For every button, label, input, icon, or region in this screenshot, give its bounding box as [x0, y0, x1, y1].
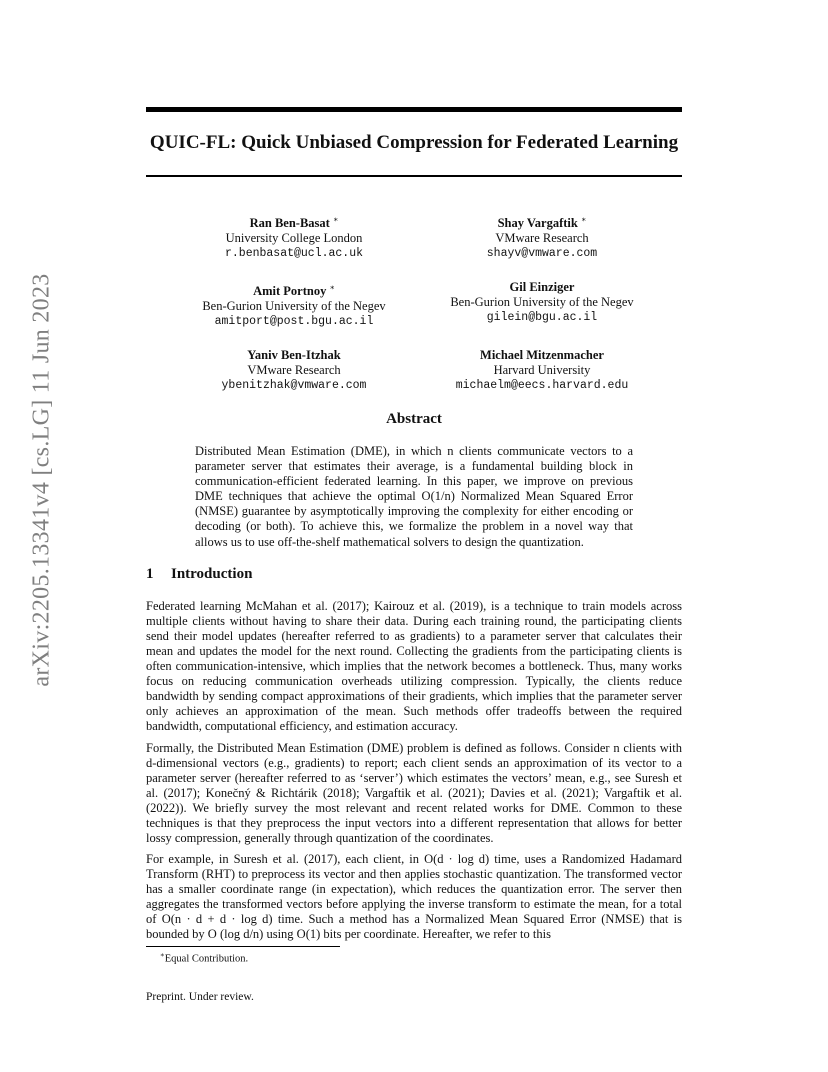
section-heading	[146, 566, 252, 583]
footnote-rule	[146, 946, 340, 947]
title-rule-bottom	[146, 175, 682, 177]
author-block	[180, 348, 408, 393]
author-block	[180, 280, 408, 329]
author-email[interactable]: shayv@vmware.com	[486, 247, 598, 261]
equal-contribution-mark: ∗	[580, 215, 587, 224]
abstract-text: Distributed Mean Estimation (DME), in which n clients communicate vectors to a parameter server that estimates their average, is a fundamental building block in communication-efficient federated learning. In this paper, we improve on previous DME techniques that achieve the optimal O(1/n) Normalized Mean Squared Error (NMSE) guarantee by asymptotically improving the complexity for either encoding or decoding (or both). To achieve this, we formalize the problem in a novel way that allows us to use off-the-shelf mathematical solvers to design the quantization.	[195, 444, 633, 549]
author-block	[428, 280, 656, 325]
equal-contribution-mark: ∗	[332, 215, 339, 224]
footnote-text: Equal Contribution.	[164, 953, 249, 965]
author-email[interactable]: gilein@bgu.ac.il	[486, 311, 598, 324]
author-affiliation: VMware Research	[495, 231, 589, 246]
author-name: Gil Einziger	[509, 280, 575, 294]
section-title: Introduction	[171, 566, 253, 582]
paragraph: Federated learning McMahan et al. (2017); Kairouz et al. (2019), is a technique to train models across multiple clients without having to share their data. During each training round, the participating clients send their model updates (hereafter referred to as gradients) to a parameter server that calculates their mean and updates the model for the next round. Collecting the gradients from the participating clients is often communication-intensive, which implies that the network becomes a bottleneck. Thus, many works focus on reducing communication overheads utilizing compression. Typically, the clients reduce bandwidth by sending compact approximations of their gradients, which implies that the parameter server only achieves an approximation of the mean. Such methods offer tradeoffs between the required bandwidth, computational efficiency, and estimation accuracy.	[146, 599, 682, 733]
author-email[interactable]: amitport@post.bgu.ac.il	[214, 315, 374, 329]
paragraph: For example, in Suresh et al. (2017), each client, in O(d · log d) time, uses a Randomized Hadamard Transform (RHT) to preprocess its vector and then applies stochastic quantization. The transformed vector has a smaller coordinate range (in expectation), which reduces the quantization error. The server then aggregates the transformed vectors before applying the inverse transform to estimate the mean, for a total of O(n · d + d · log d) time. Such a method has a Normalized Mean Squared Error (NMSE) that is bounded by O (log d/n) using O(1) bits per coordinate. Hereafter, we refer to this	[146, 852, 682, 941]
author-block	[428, 348, 656, 393]
author-affiliation: Ben-Gurion University of the Negev	[450, 295, 634, 309]
author-email[interactable]: r.benbasat@ucl.ac.uk	[224, 247, 364, 261]
footnote	[160, 951, 248, 965]
author-affiliation: Harvard University	[493, 363, 591, 377]
author-name: Amit Portnoy	[253, 284, 327, 299]
paper-title: QUIC-FL: Quick Unbiased Compression for Federated Learning	[149, 132, 679, 153]
author-affiliation: Ben-Gurion University of the Negev	[202, 299, 386, 314]
arxiv-stamp: arXiv:2205.13341v4 [cs.LG] 11 Jun 2023	[28, 273, 55, 687]
title-rule-top	[146, 107, 682, 112]
author-email[interactable]: michaelm@eecs.harvard.edu	[455, 379, 629, 392]
author-name: Yaniv Ben-Itzhak	[247, 348, 341, 362]
author-name: Michael Mitzenmacher	[480, 348, 604, 362]
author-name: Ran Ben-Basat	[249, 216, 330, 231]
author-block	[428, 212, 656, 261]
author-affiliation: VMware Research	[247, 363, 341, 377]
preprint-note: Preprint. Under review.	[146, 991, 254, 1003]
author-email[interactable]: ybenitzhak@vmware.com	[221, 379, 367, 392]
author-name: Shay Vargaftik	[497, 216, 578, 231]
section-number: 1	[146, 566, 154, 582]
equal-contribution-mark: ∗	[329, 283, 335, 292]
footnote-mark: ∗	[160, 951, 165, 959]
author-block	[180, 212, 408, 261]
abstract-heading: Abstract	[386, 411, 442, 427]
author-affiliation: University College London	[225, 231, 363, 246]
paragraph: Formally, the Distributed Mean Estimation (DME) problem is defined as follows. Consider n clients with d-dimensional vectors (e.g., gradients) to report; each client sends an approximation of its vector to a parameter server (hereafter referred to as ‘server’) which estimates the vectors’ mean, e.g., see Suresh et al. (2017); Konečný & Richtárik (2018); Vargaftik et al. (2021); Davies et al. (2021); Vargaftik et al. (2022)). We briefly survey the most relevant and recent related works for DME. Common to these techniques is that they preprocess the input vectors into a different representation that allows for better lossy compression, generally through quantization of the coordinates.	[146, 741, 682, 845]
